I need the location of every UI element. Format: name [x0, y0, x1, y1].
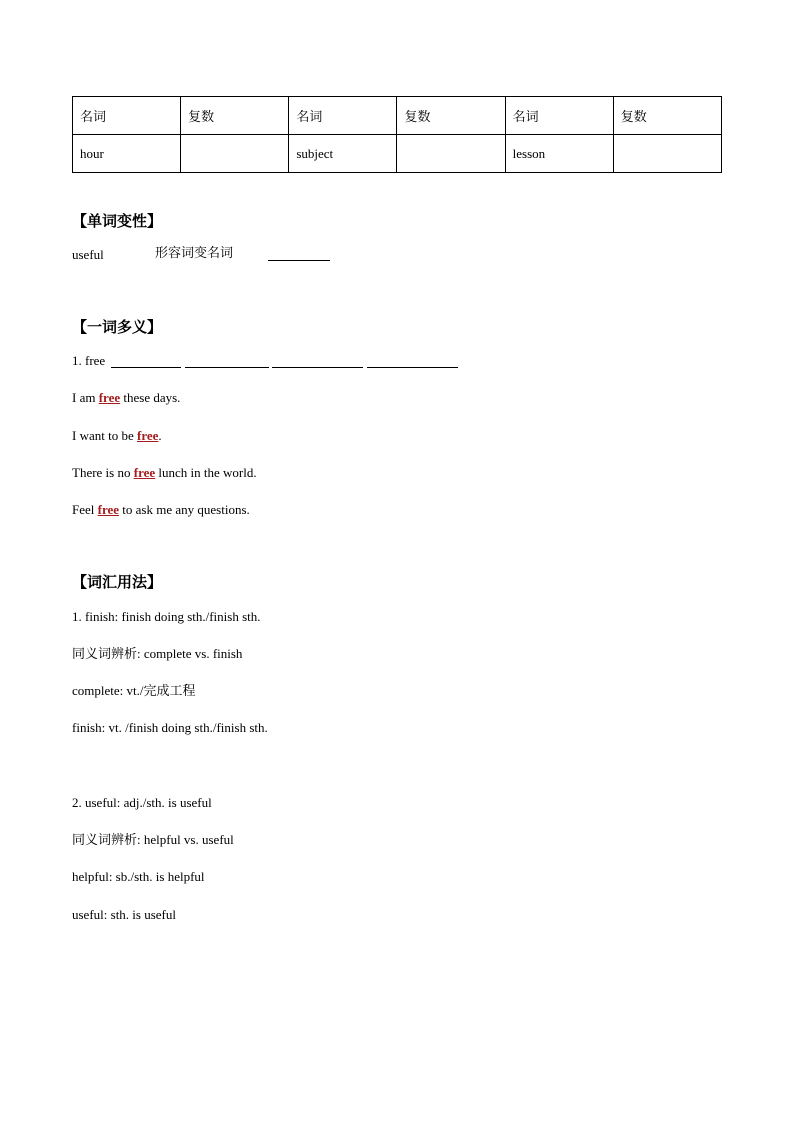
- usage-line: helpful: sb./sth. is helpful: [72, 869, 205, 884]
- usage-line: 同义词辨析: helpful vs. useful: [72, 832, 234, 847]
- sentence-text: There is no: [72, 465, 134, 480]
- table-cell-empty[interactable]: [397, 135, 505, 173]
- keyword-free: free: [98, 390, 121, 405]
- word-change-word: useful: [72, 247, 104, 262]
- keyword-free: free: [97, 502, 120, 517]
- example-sentence: [72, 429, 162, 442]
- sentence-text: I want to be: [72, 428, 137, 443]
- sentence-text: Feel: [72, 502, 98, 517]
- answer-blank[interactable]: [268, 248, 330, 261]
- table-header-cell: 复数: [397, 97, 505, 135]
- table-header-cell: 复数: [181, 97, 289, 135]
- table-row: [73, 135, 722, 173]
- section-heading-word-change: 【单词变性】: [72, 212, 163, 230]
- example-sentence: [72, 466, 257, 479]
- sentence-text: I am: [72, 390, 99, 405]
- sentence-text: .: [158, 428, 162, 443]
- table-cell: lesson: [505, 135, 613, 173]
- table-header-cell: 名词: [73, 97, 181, 135]
- answer-blank[interactable]: [367, 355, 458, 368]
- vocab-table: [72, 96, 722, 173]
- answer-blank[interactable]: [111, 355, 181, 368]
- usage-line: 同义词辨析: complete vs. finish: [72, 646, 243, 661]
- section-heading-polysemy: 【一词多义】: [72, 318, 163, 336]
- example-sentence: [72, 503, 250, 516]
- table-cell: hour: [73, 135, 181, 173]
- keyword-free: free: [136, 428, 159, 443]
- sentence-text: these days.: [120, 390, 181, 405]
- word-change-label: 形容词变名词: [155, 246, 234, 261]
- usage-line: 1. finish: finish doing sth./finish sth.: [72, 609, 261, 624]
- section-heading-usage: 【词汇用法】: [72, 573, 163, 591]
- polysemy-item: [72, 354, 105, 367]
- answer-blank[interactable]: [185, 355, 269, 368]
- table-cell: subject: [289, 135, 397, 173]
- table-header-cell: 复数: [613, 97, 721, 135]
- sentence-text: lunch in the world.: [155, 465, 257, 480]
- table-cell-empty[interactable]: [181, 135, 289, 173]
- example-sentence: [72, 391, 180, 404]
- answer-blank[interactable]: [272, 355, 363, 368]
- usage-line: 2. useful: adj./sth. is useful: [72, 795, 212, 810]
- polysemy-item-label: 1. free: [72, 353, 106, 368]
- usage-line: finish: vt. /finish doing sth./finish sth.: [72, 720, 268, 735]
- usage-line: complete: vt./完成工程: [72, 683, 196, 698]
- sentence-text: to ask me any questions.: [119, 502, 250, 517]
- table-header-cell: 名词: [289, 97, 397, 135]
- usage-line: useful: sth. is useful: [72, 907, 176, 922]
- keyword-free: free: [133, 465, 156, 480]
- table-cell-empty[interactable]: [613, 135, 721, 173]
- table-header-cell: 名词: [505, 97, 613, 135]
- table-header-row: [73, 97, 722, 135]
